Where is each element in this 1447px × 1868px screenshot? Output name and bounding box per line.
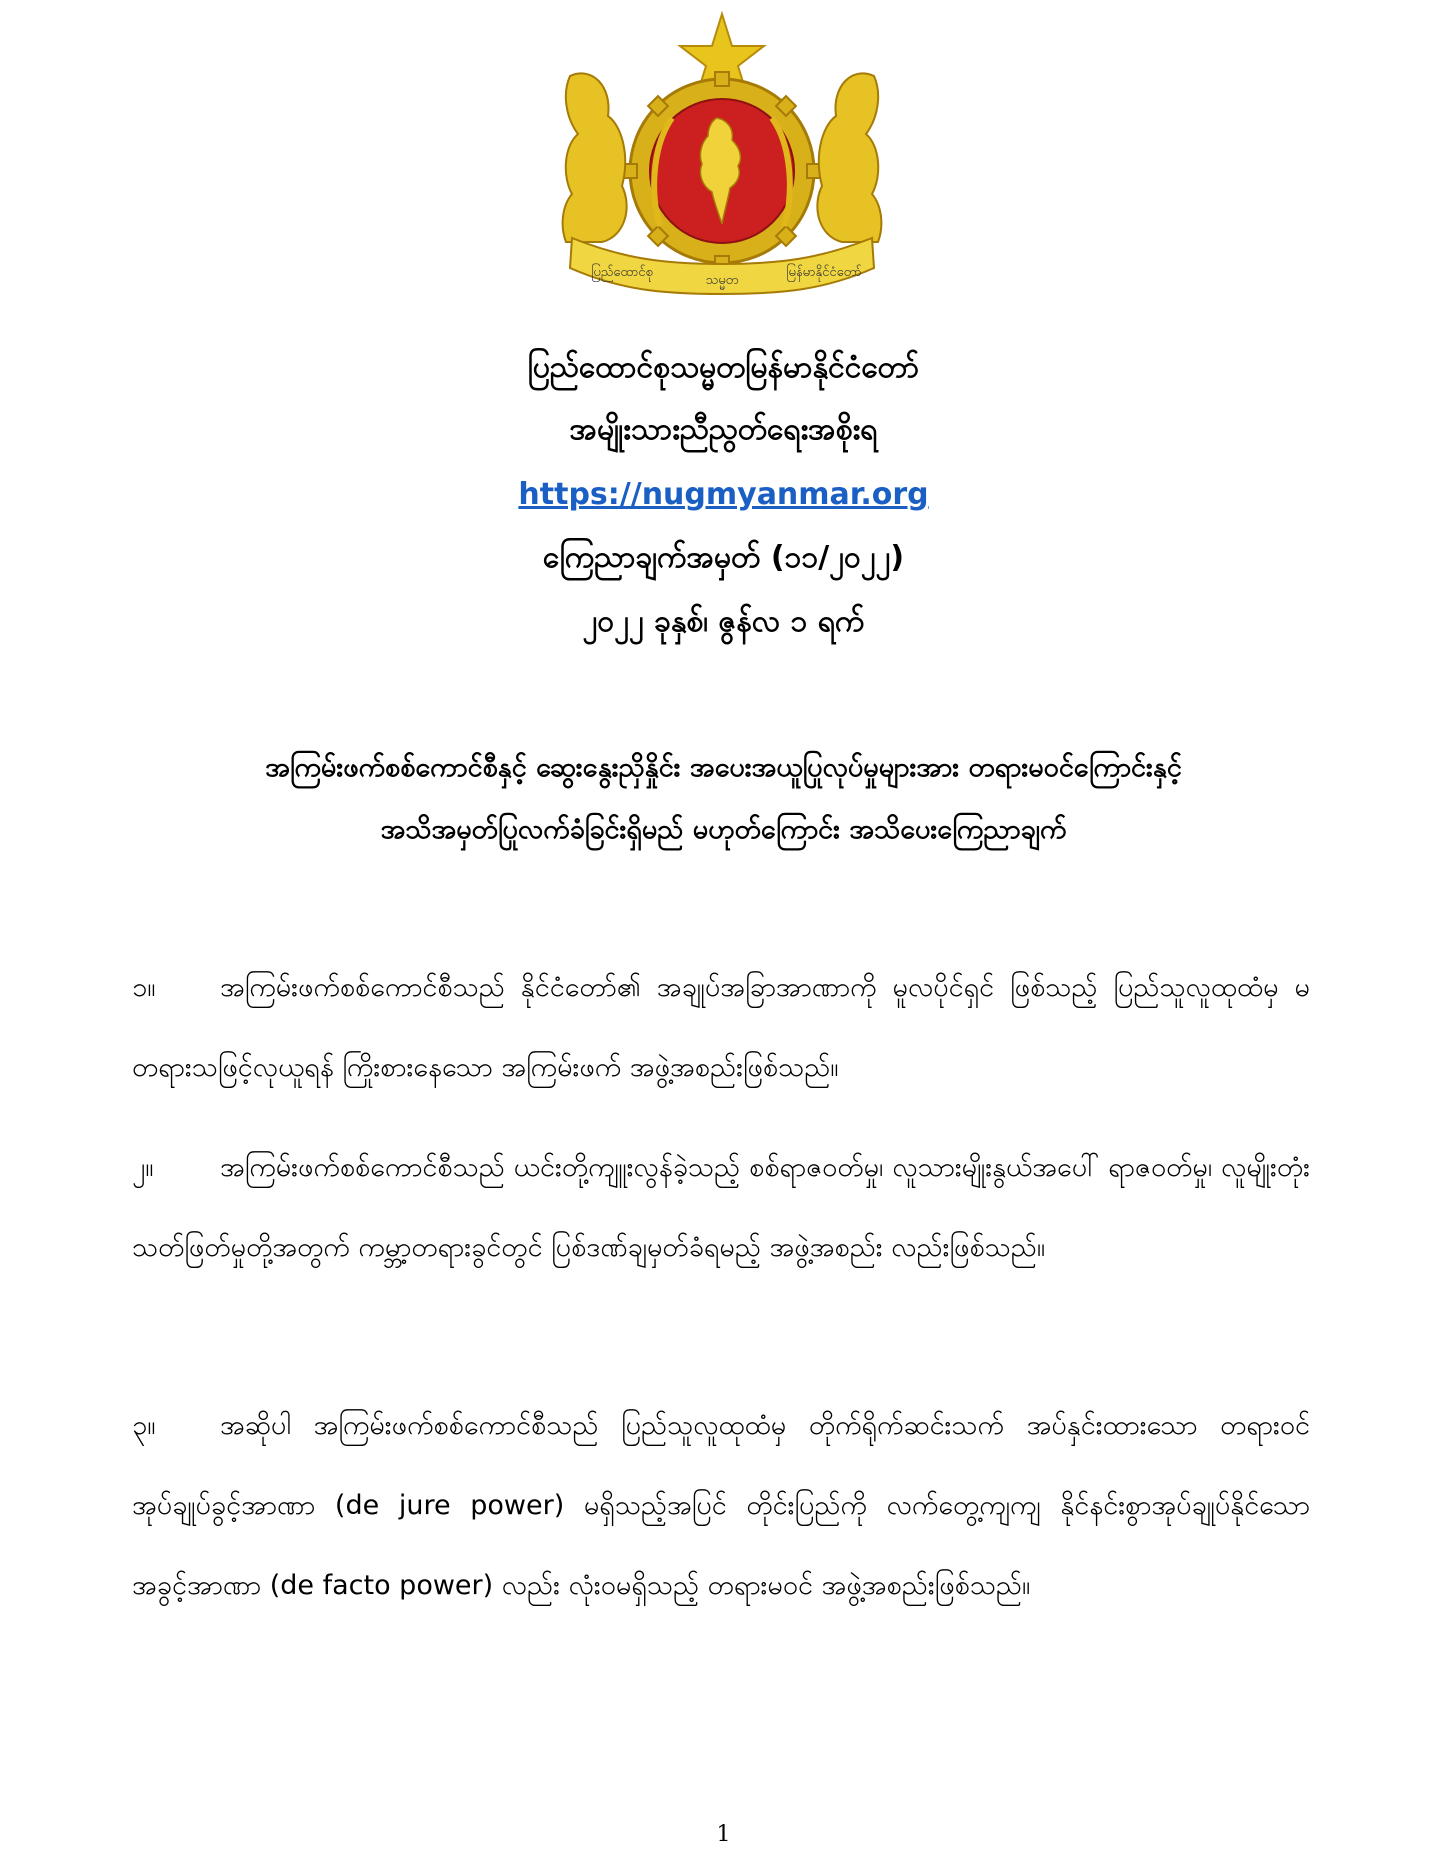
paragraph-number: ၁။ bbox=[132, 972, 156, 1003]
title-line-2: အသိအမှတ်ပြုလက်ခံခြင်းရှိမည် မဟုတ်ကြောင်း အသိပေးကြေညာချက် bbox=[380, 814, 1067, 845]
government-name: အမျိုးသားညီညွတ်ရေးအစိုးရ bbox=[569, 412, 878, 447]
ribbon-center-text: သမ္မတ bbox=[705, 273, 739, 288]
title-line-1: အကြမ်းဖက်စစ်ကောင်စီနှင့် ဆွေးနွေးညှိနှိုင်း အပေးအယူပြုလုပ်မှုများအား တရားမဝင်ကြောင်းနှင့် bbox=[265, 752, 1182, 783]
ribbon-right-text: မြန်မာနိုင်ငံတော် bbox=[786, 265, 862, 280]
paragraph-3 bbox=[132, 1386, 1310, 1626]
paragraph-2 bbox=[132, 1128, 1310, 1288]
country-name: ပြည်ထောင်စုသမ္မတမြန်မာနိုင်ငံတော် bbox=[527, 350, 920, 385]
website-link[interactable]: https://nugmyanmar.org bbox=[518, 477, 929, 512]
lion-right-icon bbox=[817, 73, 881, 242]
page-number: 1 bbox=[716, 1822, 731, 1847]
paragraph-number: ၃။ bbox=[132, 1410, 156, 1441]
paragraph-text: အကြမ်းဖက်စစ်ကောင်စီသည် ယင်းတို့ကျူးလွန်ခဲ့သည့် စစ်ရာဇဝတ်မှု၊ လူသားမျိုးနွယ်အပေါ် ရာဇဝတ်မှု၊ လူမျိုးတုံးသတ်ဖြတ်မှုတို့အတွက် ကမ္ဘာ့တရားခွင်တွင် ပြစ်ဒဏ်ချမှတ်ခံရမည့် အဖွဲ့အစည်း လည်းဖြစ်သည်။ bbox=[132, 1152, 1310, 1263]
paragraph-text: အကြမ်းဖက်စစ်ကောင်စီသည် နိုင်ငံတော်၏ အချုပ်အခြာအာဏာကို မူလပိုင်ရှင် ဖြစ်သည့် ပြည်သူလူထုထံမှ မတရားသဖြင့်လုယူရန် ကြိုးစားနေသော အကြမ်းဖက် အဖွဲ့အစည်းဖြစ်သည်။ bbox=[132, 972, 1310, 1083]
paragraph-text: အဆိုပါ အကြမ်းဖက်စစ်ကောင်စီသည် ပြည်သူလူထုထံမှ တိုက်ရိုက်ဆင်းသက် အပ်နှင်းထားသော တရားဝင်အုပ်ချုပ်ခွင့်အာဏာ (de jure power) မရှိသည့်အပြင် တိုင်းပြည်ကို လက်တွေ့ကျကျ နိုင်နင်းစွာအုပ်ချုပ်နိုင်သော အခွင့်အာဏာ (de facto power) လည်း လုံးဝမရှိသည့် တရားမဝင် အဖွဲ့အစည်းဖြစ်သည်။ bbox=[132, 1410, 1310, 1601]
website-link-row bbox=[0, 475, 1447, 515]
paragraph-number: ၂။ bbox=[132, 1152, 154, 1183]
statement-date: ၂၀၂၂ ခုနှစ်၊ ဇွန်လ ၁ ရက် bbox=[582, 604, 865, 639]
lion-left-icon bbox=[563, 73, 627, 242]
paragraph-1 bbox=[132, 948, 1310, 1108]
statement-number: ကြေညာချက်အမှတ် (၁၁/၂၀၂၂) bbox=[542, 540, 905, 575]
emblem bbox=[552, 6, 892, 296]
ribbon-left-text: ပြည်ထောင်စု bbox=[591, 265, 653, 280]
